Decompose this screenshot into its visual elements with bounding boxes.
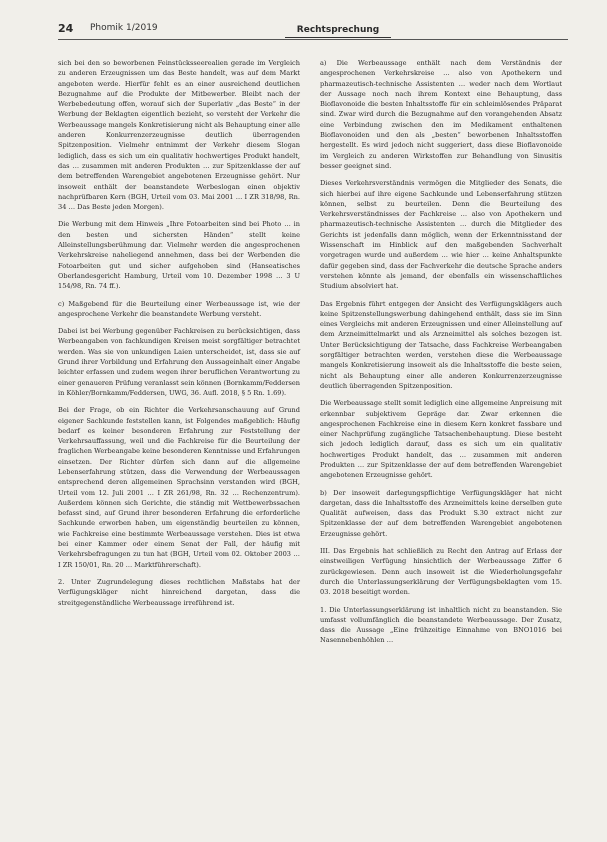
paragraph: III. Das Ergebnis hat schließlich zu Recht den Antrag auf Erlass der einstweiligen Verfügung hinsichtlich der Werbeaussage Ziffer 6 zurückgewiesen. Denn auch insoweit ist die Wiederholungsgefahr durch die Unterlassungserklärung der Verfügungsbeklagten vom 15. 03. 2018 beseitigt worden. [320, 547, 562, 597]
page-header [38, 22, 568, 40]
paragraph: b) Der insoweit darlegungspflichtige Verfügungskläger hat nicht dargetan, dass die Inhaltsstoffe des Arzneimittels keine derselben gute Qualität aufweisen, dass das Produkt S.30 extract nicht zur Spitzenklasse der auf dem betreffenden Warengebiet angebotenen Erzeugnisse gehört. [320, 488, 562, 538]
journal-title: Phomik 1/2019 [90, 23, 158, 33]
paragraph: 2. Unter Zugrundelegung dieses rechtlichen Maßstabs hat der Verfügungskläger nicht hinreichend dargetan, dass die streitgegenständliche Werbeaussage irreführend ist. [58, 577, 300, 607]
paragraph: Die Werbung mit dem Hinweis „Ihre Fotoarbeiten sind bei Photo … in den besten und sichersten Händen“ stellt keine Alleinstellungsberühmung dar. Vielmehr werden die angesprochenen Verkehrskreise naheliegend annehmen, dass bei der Werbenden die Fotoarbeiten gut und sicher aufgehoben sind (Hanseatisches Oberlandesgericht Hamburg, Urteil vom 10. Dezember 1998 … 3 U 154/98, Rn. 74 ff.). [58, 220, 300, 291]
right-column [320, 58, 562, 653]
paragraph: Dieses Verkehrsverständnis vermögen die Mitglieder des Senats, die sich hierbei auf ihre eigene Sachkunde und Lebenserfahrung stützen können, selbst zu beurteilen. Denn die Beurteilung des Verkehrsverständnisses der Fachkreise … also von Apothekern und pharmazeutisch-technische Assistenten … durch die Mitglieder des Gerichts ist jedenfalls dann möglich, wenn der Erkenntnisstand der Wissenschaft im Hinblick auf den maßgebenden Sachverhalt vorgetragen wurde und außerdem … wie hier … keine Anhaltspunkte dafür gegeben sind, dass der Fachverkehr die deutsche Sprache anders verstehen könnte als jemand, der ebenfalls ein wissenschaftliches Studium absolviert hat. [320, 179, 562, 291]
header-rule [58, 39, 568, 40]
left-column [58, 58, 300, 615]
page-number: 24 [58, 22, 74, 35]
paragraph: Bei der Frage, ob ein Richter die Verkehrsanschauung auf Grund eigener Sachkunde feststellen kann, ist Folgendes maßgeblich: Häufig bedarf es keiner besonderen Erfahrung zur Feststellung der Verkehrsauffassung, weil und die Fachkreise für die Beurteilung der fraglichen Werbeangabe keine besonderen Kenntnisse und Erfahrungen einsetzen. Der Richter dürfen sich dann auf die allgemeine Lebenserfahrung stützen, dass die Verwendung der Werbeaussagen entsprechend deren allgemeinen Sprachsinn verstanden wird (BGH, Urteil vom 12. Juli 2001 … I ZR 261/98, Rn. 32 … Rechenzentrum). Außerdem können sich Gerichte, die ständig mit Wettbewerbssachen befasst sind, auf Grund ihrer besonderen Erfahrung die erforderliche Sachkunde erworben haben, um eigenständig beurteilen zu können, wie Fachkreise eine bestimmte Werbeaussage verstehen. Dies ist etwa bei einer Kammer oder einem Senat der Fall, der häufig mit Verkehrsbefragungen zu tun hat (BGH, Urteil vom 02. Oktober 2003 … I ZR 150/01, Rn. 20 … Marktführerschaft). [58, 406, 300, 569]
paragraph: 1. Die Unterlassungserklärung ist inhaltlich nicht zu beanstanden. Sie umfasst vollumfänglich die beanstandete Werbeaussage. Der Zusatz, dass die Aussage „Eine frühzeitige Einnahme von BNO1016 bei Nasennebenhöhlen … [320, 605, 562, 645]
paragraph: sich bei den so beworbenen Feinstücksseerealien gerade im Vergleich zu anderen Erzeugnissen um das Beste handelt, was auf dem Markt angeboten werde. Hierfür fehlt es an einer ausreichend deutlichen Bezugnahme auf die Produkte der Mitbewerber. Bleibt nach der Werbebedeutung offen, worauf sich der Superlativ „das Beste“ in der Werbung der Beklagten eigentlich bezieht, so versteht der Verkehr die Werbeaussage mangels Konkretisierung nicht als Behauptung einer alle anderen Konkurrenzerzeugnisse deutlich überragenden Spitzenposition. Vielmehr entnimmt der Verkehr diesem Slogan lediglich, dass es sich um ein qualitativ hochwertiges Produkt handelt, das … zusammen mit anderen Produkten … zur Spitzenklasse der auf dem betreffenden Warengebiet angebotenen Erzeugnisse gehört. Nur insoweit enthält der beanstandete Werbeslogan einen objektiv nachprüfbaren Kern (BGH, Urteil vom 03. Mai 2001 … I ZR 318/98, Rn. 34 … Das Beste jeden Morgen). [58, 59, 300, 212]
paragraph: Das Ergebnis führt entgegen der Ansicht des Verfügungsklägers auch keine Spitzenstellungswerbung dahingehend enthält, dass sie im Sinn eines Vergleichs mit anderen Erzeugnissen und einer Alleinstellung auf dem Arzneimittelmarkt und als Arzneimittel als solches bezogen ist. Unter Berücksichtigung der Tatsache, dass Fachkreise Werbeangaben sorgfältiger betrachten werden, verstehen diese die Werbeaussage mangels Konkretisierung insoweit als die Inhaltsstoffe die beste seien, nicht als Behauptung einer alle anderen Konkurrenzerzeugnisse deutlich überragenden Spitzenposition. [320, 299, 562, 390]
paragraph: Die Werbeaussage stellt somit lediglich eine allgemeine Anpreisung mit erkennbar subjektivem Gepräge dar. Zwar erkennen die angesprochenen Fachkreise eine in diesem Kern konkret fassbare und einer Nachprüfung zugängliche Tatsachenbehauptung. Diese besteht sich jedoch lediglich darauf, dass es sich um ein qualitativ hochwertiges Produkt handelt, das … zusammen mit anderen Produkten … zur Spitzenklasse der auf dem betreffenden Warengebiet angebotenen Erzeugnisse gehört. [320, 399, 562, 480]
paragraph: a) Die Werbeaussage enthält nach dem Verständnis der angesprochenen Verkehrskreise … also von Apothekern und pharmazeutisch-technische Assistenten … weder nach dem Wortlaut der Aussage noch nach ihrem Kontext eine Behauptung, dass Bioflavonoide die besten Inhaltsstoffe für ein schleimlösendes Präparat sind. Zwar wird durch die Bezugnahme auf den vorangehenden Absatz eine Verbindung zwischen den im Medikament enthaltenen Bioflavonoiden und den als „besten“ beworbenen Inhaltsstoffen hergestellt. Es wird jedoch nicht suggeriert, dass diese Bioflavonoide im Vergleich zu anderen Wirkstoffen zur Behandlung von Sinusitis besser geeignet sind. [320, 59, 562, 170]
paragraph: Dabei ist bei Werbung gegenüber Fachkreisen zu berücksichtigen, dass Werbeangaben von fachkundigen Kreisen meist sorgfältiger betrachtet werden. Was sie von unkundigen Laien unterscheidet, ist, dass sie auf Grund ihrer Vorbildung und Erfahrung den Aussageinhalt einer Angabe leichter erfassen und zudem wegen ihrer beruflichen Verantwortung zu einer genaueren Prüfung veranlasst sein können (Bornkamm/Feddersen in Köhler/Bornkamm/Feddersen, UWG, 36. Aufl. 2018, § 5 Rn. 1.69). [58, 327, 300, 397]
section-title: Rechtsprechung [285, 23, 391, 38]
paragraph: c) Maßgebend für die Beurteilung einer Werbeaussage ist, wie der angesprochene Verkehr die beanstandete Werbung versteht. [58, 299, 300, 318]
